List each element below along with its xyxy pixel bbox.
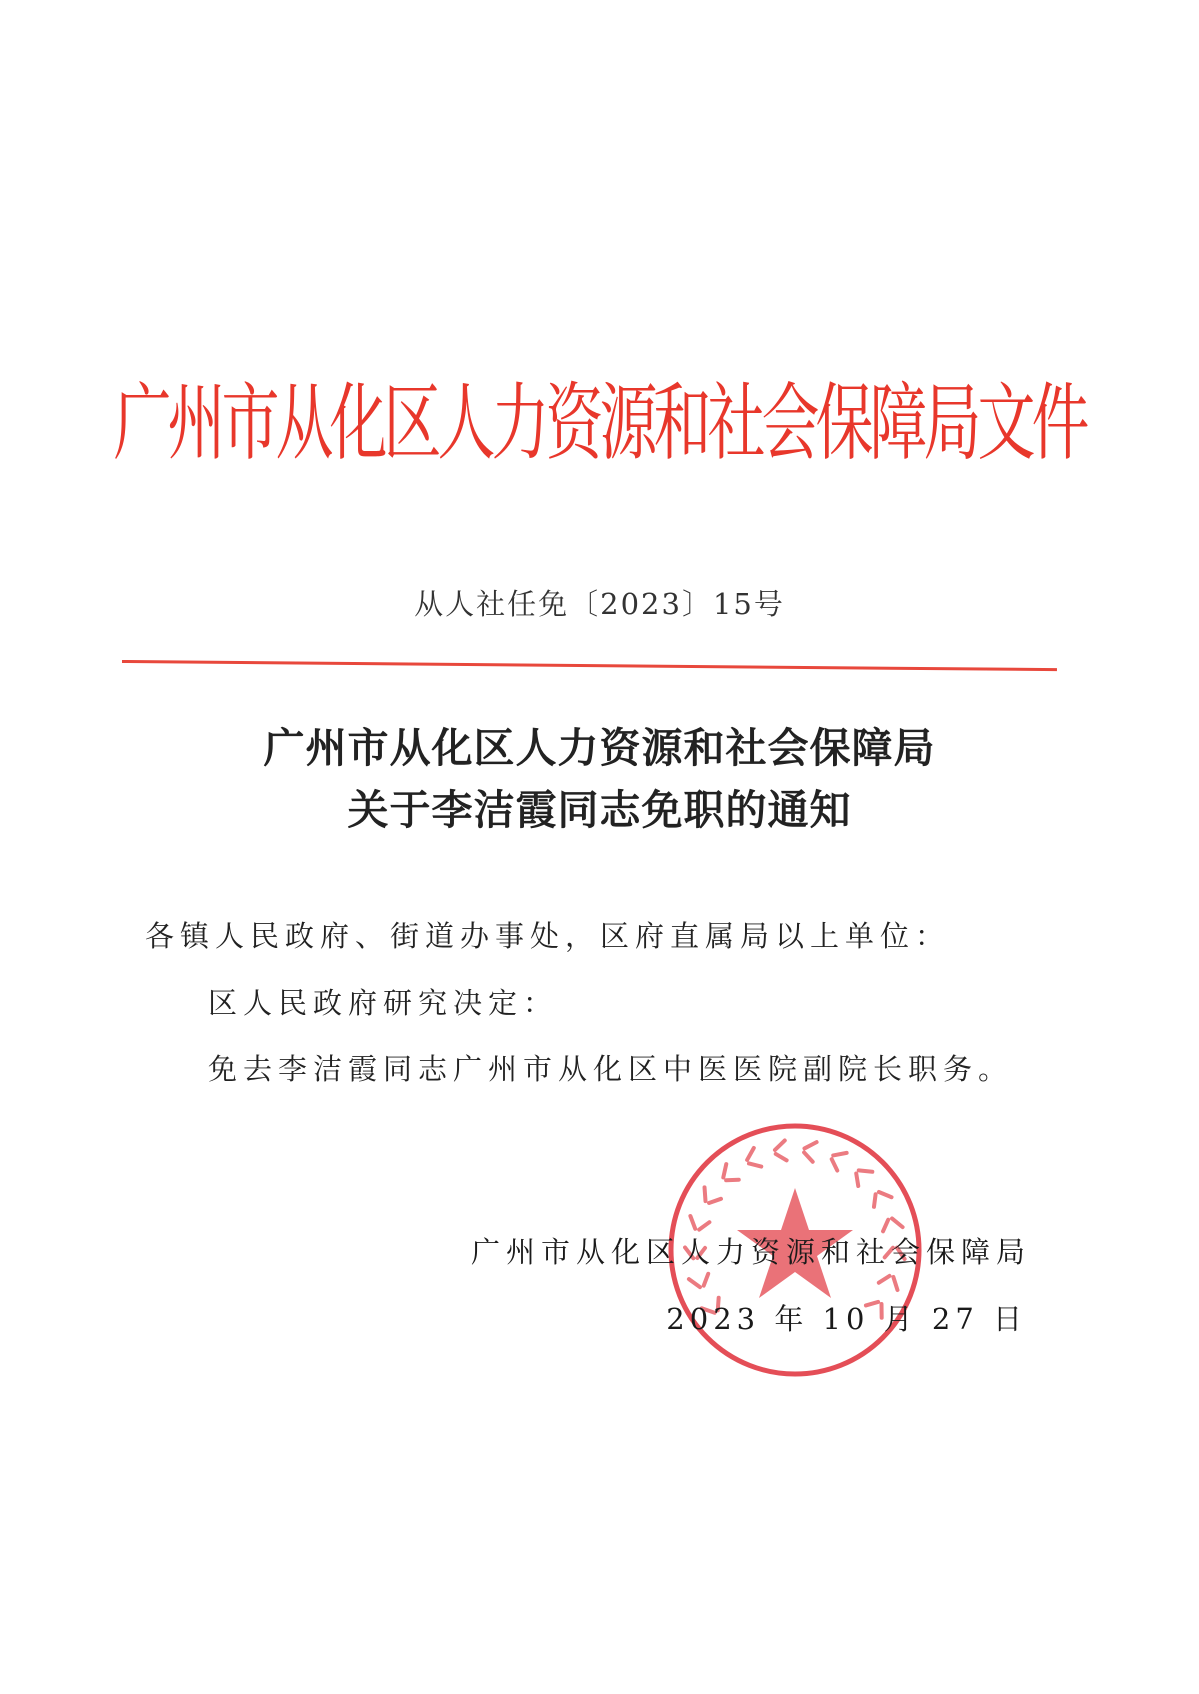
stamp-glyph-stroke xyxy=(856,1173,858,1186)
stamp-glyph-stroke xyxy=(726,1180,739,1181)
body-paragraph: 区人民政府研究决定： xyxy=(208,986,559,1020)
signature-organization: 广州市从化区人力资源和社会保障局 xyxy=(470,1235,1031,1269)
stamp-glyph-stroke xyxy=(833,1153,846,1156)
stamp-glyph-stroke xyxy=(705,1187,706,1201)
stamp-glyph-stroke xyxy=(879,1192,892,1197)
signature-date: 2023 年 10 月 27 日 xyxy=(666,1302,1027,1336)
stamp-glyph-stroke xyxy=(749,1163,761,1166)
stamp-glyph-stroke xyxy=(747,1148,754,1160)
stamp-glyph-stroke xyxy=(699,1222,709,1229)
stamp-glyph-stroke xyxy=(690,1216,695,1229)
document-header-title: 广州市从化区人力资源和社会保障局文件 xyxy=(113,373,1086,473)
stamp-glyph-stroke xyxy=(775,1140,785,1150)
stamp-glyph-stroke xyxy=(892,1218,903,1227)
notice-title-line-1: 广州市从化区人力资源和社会保障局 xyxy=(263,724,936,772)
body-paragraph: 免去李洁霞同志广州市从化区中医医院副院长职务。 xyxy=(208,1052,1014,1086)
stamp-glyph-stroke xyxy=(804,1152,813,1161)
stamp-glyph-stroke xyxy=(709,1199,721,1203)
stamp-glyph-stroke xyxy=(859,1170,873,1171)
stamp-glyph-stroke xyxy=(832,1159,838,1170)
stamp-glyph-stroke xyxy=(776,1154,787,1160)
stamp-glyph-stroke xyxy=(804,1142,816,1148)
salutation: 各镇人民政府、街道办事处，区府直属局以上单位： xyxy=(145,919,951,953)
stamp-glyph-stroke xyxy=(723,1164,726,1177)
stamp-glyph-stroke xyxy=(704,1274,708,1286)
stamp-glyph-stroke xyxy=(893,1277,897,1290)
stamp-glyph-stroke xyxy=(874,1194,876,1207)
stamp-glyph-stroke xyxy=(689,1279,700,1287)
red-divider xyxy=(122,660,1057,671)
document-number: 从人社任免〔2023〕15号 xyxy=(414,587,785,621)
stamp-glyph-stroke xyxy=(879,1276,890,1283)
notice-title-line-2: 关于李洁霞同志免职的通知 xyxy=(347,786,852,834)
